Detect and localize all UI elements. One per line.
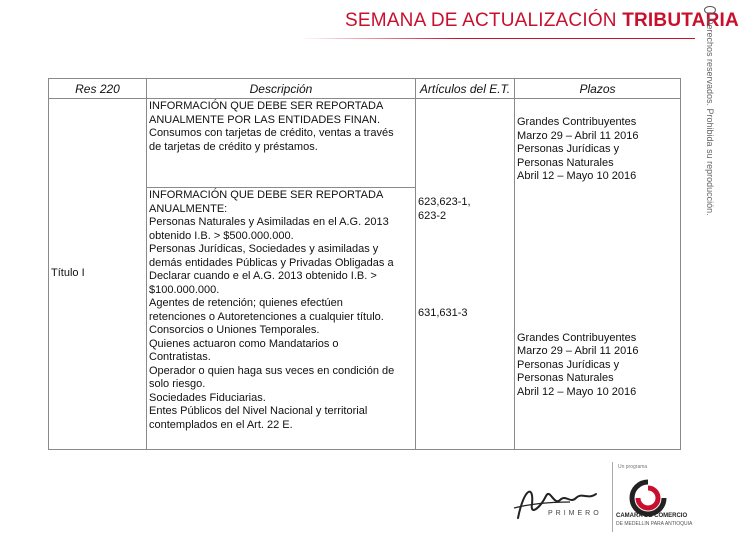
camara-comercio-subtitle: DE MEDELLIN PARA ANTIOQUIA: [616, 521, 693, 527]
desc2-line: Personas Naturales y Asimiladas en el A.G. 2013: [149, 216, 389, 228]
desc2-line: contemplados en el Art. 22 E.: [149, 418, 293, 431]
plazo-line: Marzo 29 – Abril 11 2016: [517, 345, 639, 357]
desc1-cell: [147, 99, 416, 188]
side-copyright-text: Derechos reservados. Prohibida su reproducción.: [705, 18, 715, 216]
desc2-line: $100.000.000.: [149, 283, 220, 296]
plazo-line: Personas Jurídicas y: [517, 143, 620, 155]
header-res: Res 220: [49, 79, 147, 99]
desc2-line: Consorcios o Uniones Temporales.: [149, 324, 320, 336]
row-title: Título I: [49, 99, 147, 450]
articulo-line: 623,623-1,: [418, 196, 471, 208]
desc2-line: Entes Públicos del Nivel Nacional y territorial: [149, 405, 368, 417]
title-rule: [300, 38, 695, 39]
desc2-line: retenciones o Autoretenciones a cualquier título.: [149, 310, 384, 323]
page-title: [345, 10, 739, 32]
desc1-line: de tarjetas de crédito y préstamos.: [149, 140, 318, 153]
articulos-cell: [416, 99, 515, 450]
desc2-line: obtenido I.B. > $500.000.000.: [149, 229, 294, 242]
afiliados-signature-logo: [510, 478, 610, 526]
plazo-line: Personas Naturales: [517, 372, 614, 384]
obligations-table: [48, 78, 681, 450]
desc2-line: Operador o quien haga sus veces en condición de: [149, 364, 395, 377]
desc1-line: INFORMACIÓN QUE DEBE SER REPORTADA: [149, 100, 384, 112]
signature-subtext: PRIMERO: [548, 510, 602, 517]
desc2-line: Agentes de retención; quienes efectúen: [149, 297, 343, 309]
camara-comercio-name: CAMARA DE COMERCIO: [616, 513, 688, 519]
desc2-line: Sociedades Fiduciarias.: [149, 391, 266, 404]
desc2-line: ANUALMENTE:: [149, 202, 228, 215]
plazo-line: Grandes Contribuyentes: [517, 331, 637, 344]
desc1-line: ANUALMENTE POR LAS ENTIDADES FINAN.: [149, 113, 381, 126]
desc2-line: INFORMACIÓN QUE DEBE SER REPORTADA: [149, 189, 384, 201]
desc2-line: solo riesgo.: [149, 378, 206, 390]
header-articulos: Artículos del E.T.: [416, 79, 515, 99]
footer-divider: [612, 462, 613, 532]
side-copyright: [702, 6, 718, 216]
desc2-line: demás entidades Públicas y Privadas Obligadas a: [149, 256, 394, 269]
header-plazos: Plazos: [515, 79, 681, 99]
header-descripcion: Descripción: [147, 79, 416, 99]
desc2-line: Contratistas.: [149, 351, 211, 363]
desc2-line: Personas Jurídicas, Sociedades y asimiladas y: [149, 243, 379, 255]
title-part1: SEMANA DE ACTUALIZACIÓN: [345, 10, 617, 31]
table-header-row: [49, 79, 681, 99]
plazo-line: Personas Jurídicas y: [517, 358, 620, 371]
title-part2: TRIBUTARIA: [622, 10, 739, 31]
plazo-line: Abril 12 – Mayo 10 2016: [517, 385, 637, 398]
plazo-line: Grandes Contribuyentes: [517, 116, 637, 128]
desc2-cell: [147, 188, 416, 450]
articulo-line: 631,631-3: [418, 307, 468, 319]
program-label: Un programa: [618, 464, 648, 470]
articulo-line: 623-2: [418, 209, 447, 222]
plazo-line: Abril 12 – Mayo 10 2016: [517, 170, 637, 182]
desc2-line: Declarar cuando e el A.G. 2013 obtenido I.B. >: [149, 270, 377, 282]
desc1-line: Consumos con tarjetas de crédito, ventas a través: [149, 127, 394, 139]
desc2-line: Quienes actuaron como Mandatarios o: [149, 337, 339, 350]
plazo-line: Marzo 29 – Abril 11 2016: [517, 129, 639, 142]
plazo-line: Personas Naturales: [517, 156, 614, 169]
table-row: [49, 99, 681, 188]
plazos-cell: [515, 99, 681, 450]
copyright-logo-icon: [704, 6, 716, 14]
